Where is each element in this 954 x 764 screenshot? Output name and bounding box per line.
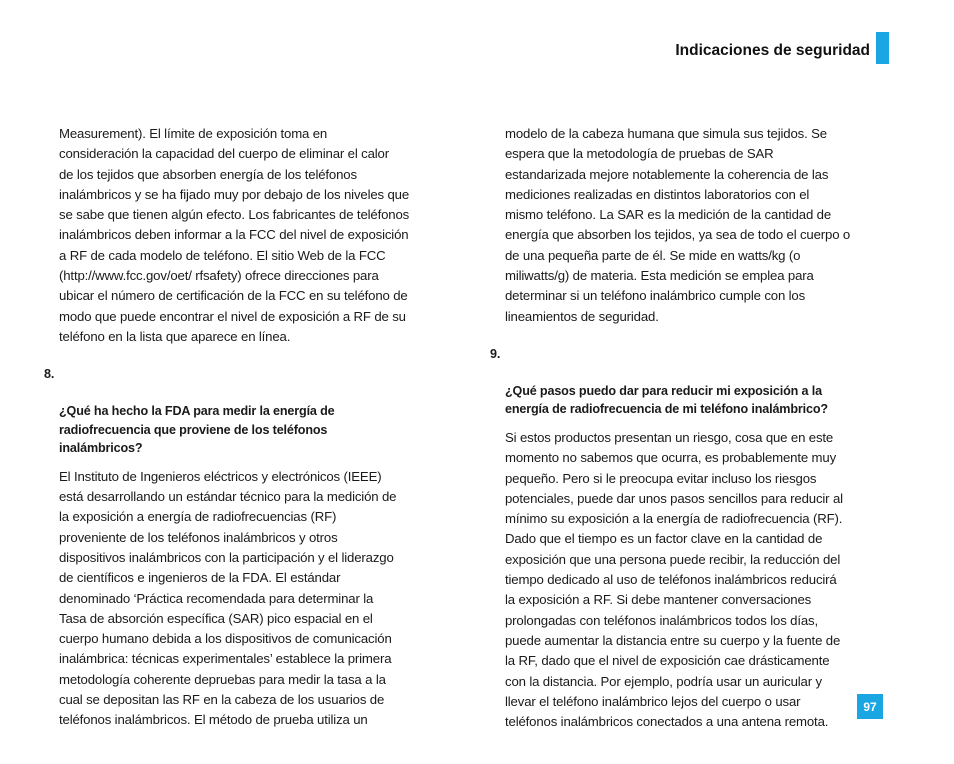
- question-8-number: 8.: [44, 367, 55, 382]
- question-9-number: 9.: [490, 346, 501, 361]
- answer-8-paragraph: El Instituto de Ingenieros eléctricos y electrónicos (IEEE) está desarrollando un estándar técnico para la medición de la exposición a energía de radiofrecuencias (RF) proveniente de los teléfonos inalámbricos y otros dispositivos inalámbricos con la participación y el liderazgo de científicos e ingenieros de la FDA. El estándar denominado ‘Práctica recomendada para determinar la Tasa de absorción específica (SAR) pico espacial en el cuerpo humano debida a los dispositivos de comunicación inalámbrica: técnicas experimentales’ establece la primera metodología coherente depruebas para medir la tasa a la cual se depositan las RF en la cabeza de los usuarios de teléfonos inalámbricos. El método de prueba utiliza un: [59, 468, 397, 728]
- left-intro-paragraph: Measurement). El límite de exposición toma en consideración la capacidad del cuerpo de eliminar el calor de los tejidos que absorben energía de los teléfonos inalámbricos y se ha fijado muy por debajo de los niveles que se sabe que tienen algún efecto. Los fabricantes de teléfonos inalámbricos deben informar a la FCC del nivel de exposición a RF de cada modelo de teléfono. El sitio Web de la FCC (http://www.fcc.gov/oet/ rfsafety) ofrece direcciones para ubicar el número de certificación de la FCC en su teléfono de modo que puede encontrar el nivel de exposición a RF de su teléfono en la lista que aparece en línea.: [59, 126, 410, 344]
- page-number-badge: 97: [857, 694, 883, 719]
- answer-9-paragraph: Si estos productos presentan un riesgo, cosa que en este momento no sabemos que ocurra, es probablemente muy pequeño. Pero si le preocupa evitar incluso los riesgos potenciales, puede dar unos pasos sencillos para reducir al mínimo su exposición a la energía de radiofrecuencia (RF). Dado que el tiempo es un factor clave en la cantidad de exposición que una persona puede recibir, la reducción del tiempo dedicado al uso de teléfonos inalámbricos reducirá la exposición a RF. Si debe mantener conversaciones prolongadas con teléfonos inalámbricos todos los días, puede aumentar la distancia entre su cuerpo y la fuente de la RF, dado que el nivel de exposición cae drásticamente con la distancia. Por ejemplo, podría usar un auricular y llevar el teléfono inalámbrico lejos del cuerpo o usar teléfonos inalámbricos conectados a una antena remota.: [505, 429, 843, 730]
- question-8: [44, 365, 447, 458]
- question-9: [490, 345, 893, 419]
- question-8-text: ¿Qué ha hecho la FDA para medir la energía de radiofrecuencia que proviene de los teléfonos inalámbricos?: [59, 404, 335, 456]
- question-9-text: ¿Qué pasos puedo dar para reducir mi exposición a la energía de radiofrecuencia de mi teléfono inalámbrico?: [505, 383, 828, 417]
- section-marker-bar: [876, 32, 889, 64]
- left-column: [44, 124, 447, 731]
- right-intro-paragraph: modelo de la cabeza humana que simula sus tejidos. Se espera que la metodología de pruebas de SAR estandarizada mejore notablemente la coherencia de las mediciones realizadas en distintos laboratorios con el mismo teléfono. La SAR es la medición de la cantidad de energía que absorben los tejidos, ya sea de todo el cuerpo o de una pequeña parte de él. Se mide en watts/kg (o miliwatts/g) de materia. Esta medición se emplea para determinar si un teléfono inalámbrico cumple con los lineamientos de seguridad.: [505, 126, 851, 324]
- section-title: Indicaciones de seguridad: [675, 42, 870, 59]
- right-column: [490, 124, 893, 732]
